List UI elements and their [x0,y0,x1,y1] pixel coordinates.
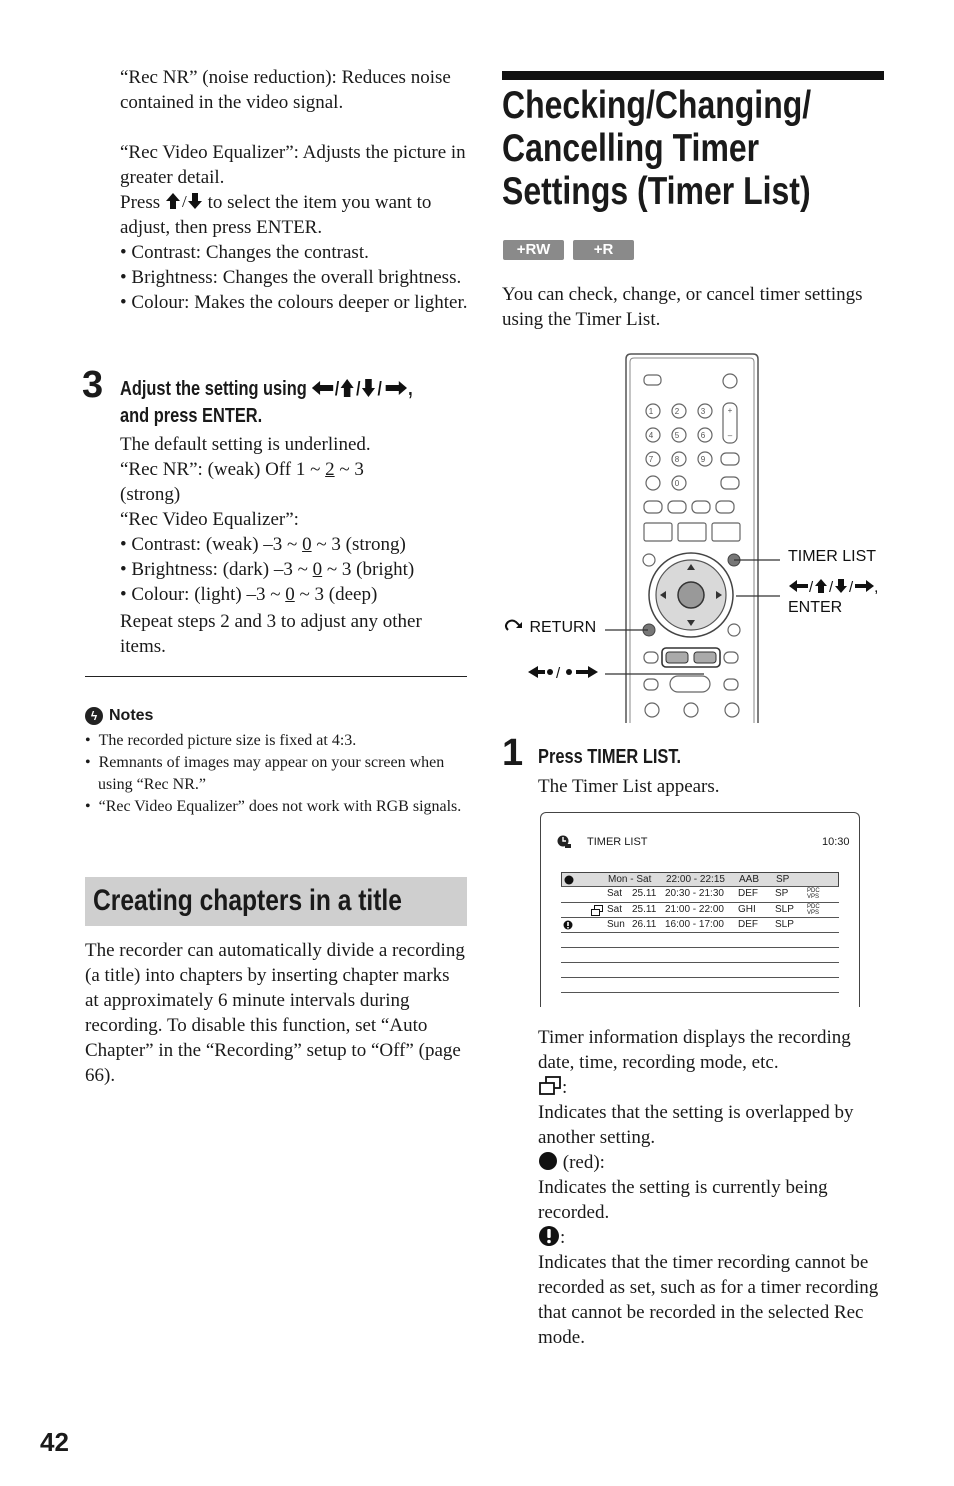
step-number-3: 3 [82,364,104,406]
recording-dot-icon [564,875,574,885]
row-divider [561,947,839,948]
svg-text:/: / [556,665,561,680]
svg-text:0: 0 [674,479,680,488]
four-way-arrow-icon [311,378,408,398]
label-skip-arrows [527,664,599,686]
svg-text:5: 5 [674,431,680,440]
svg-text:/: / [849,579,854,594]
note-item: • “Rec Video Equalizer” does not work with RGB signals. [85,798,462,815]
up-down-arrow-icon [165,192,203,210]
disc-badge-plus-r: +R [573,240,634,260]
section-heading-chapters: Creating chapters in a title [93,884,402,917]
intro-text: You can check, change, or cancel timer settings using the Timer List. [502,284,863,330]
warning-icon [563,920,573,930]
label-enter: ENTER [788,599,843,616]
brightness-range: • Brightness: (dark) –3 ~ 0 ~ 3 (bright) [120,559,415,580]
rec-settings-description [120,65,470,315]
overlap-icon [591,905,603,916]
svg-text:7: 7 [648,455,654,464]
step3-body [120,432,470,659]
icon-descriptions [538,1025,888,1350]
bullet-colour: • Colour: Makes the colours deeper or lighter. [120,292,468,313]
recording-desc: Indicates the setting is currently being recorded. [538,1177,828,1223]
screen-clock: 10:30 [822,836,850,848]
svg-text:6: 6 [700,431,706,440]
eq-label: “Rec Video Equalizer”: [120,509,299,530]
label-timer-list: TIMER LIST [788,548,877,565]
overlap-icon [538,1076,562,1096]
svg-text:3: 3 [700,407,706,416]
default-note: The default setting is underlined. [120,434,371,455]
timer-info-text: Timer information displays the recording date, time, recording mode, etc. [538,1027,851,1073]
rec-nr-strong: (strong) [120,484,181,505]
svg-text:/: / [829,579,834,594]
svg-text:/: / [335,378,340,398]
row-divider [561,977,839,978]
notes-list [85,730,467,818]
recording-dot-icon [538,1151,558,1171]
svg-text:/: / [181,192,187,210]
overlap-icon-label: : [538,1075,888,1100]
timer-clock-icon [557,835,571,849]
note-item: • Remnants of images may appear on your screen when using “Rec NR.” [85,754,445,793]
svg-text:9: 9 [700,455,706,464]
svg-text:2: 2 [674,407,680,416]
row-divider [561,992,839,993]
disc-badge-plus-rw: +RW [503,240,564,260]
step3-heading: Adjust the setting using / / / , and press ENTER. [120,378,413,427]
warning-icon-label: : [538,1225,888,1250]
svg-text:/: / [809,579,814,594]
press-instruction: Press / to select the item you want to adjust, then press ENTER. [120,192,432,238]
step-number-1: 1 [502,732,524,774]
svg-text:/: / [356,378,361,398]
svg-text:4: 4 [648,431,654,440]
overlap-desc: Indicates that the setting is overlapped by another setting. [538,1102,854,1148]
title-rule [502,71,884,80]
row-divider [561,962,839,963]
four-way-arrow-icon [788,578,874,594]
return-icon [503,619,525,633]
svg-text:8: 8 [674,455,680,464]
svg-text:+: + [727,406,733,415]
warning-desc: Indicates that the timer recording cannot be recorded as set, such as for a timer recording that cannot be recorded in the selected Rec mode. [538,1252,879,1348]
contrast-range: • Contrast: (weak) –3 ~ 0 ~ 3 (strong) [120,534,406,555]
rec-video-eq-text: “Rec Video Equalizer”: Adjusts the picture in greater detail. [120,142,466,188]
timer-row[interactable]: Mon - Sat 22:00 - 22:15 AAB SP [561,872,839,887]
colour-range: • Colour: (light) –3 ~ 0 ~ 3 (deep) [120,584,378,605]
repeat-text: Repeat steps 2 and 3 to adjust any other items. [120,611,422,657]
notes-heading: ϟ Notes [85,707,153,725]
notes-divider [85,676,467,677]
label-return: RETURN [503,618,596,638]
row-divider [561,932,839,933]
bullet-contrast: • Contrast: Changes the contrast. [120,242,369,263]
page-number: 42 [40,1427,69,1457]
step1-heading: Press TIMER LIST. [538,746,682,768]
page-title: Checking/Changing/ Cancelling Timer Settings (Timer List) [502,84,812,213]
red-dot-label: (red): [538,1150,888,1175]
chapters-body: The recorder can automatically divide a recording (a title) into chapters by inserting chapter marks at approximately 6 minute intervals during recording. To disable this function, set “Auto Chapter” in the “Recording” setup to “Off” (page 66). [85,940,465,1086]
skip-left-right-icon [527,664,599,680]
timer-row[interactable]: Sat 25.11 20:30 - 21:30 DEF SP PDC VPS [607,888,820,900]
timer-row[interactable]: Sun 26.11 16:00 - 17:00 DEF SLP [561,918,839,932]
svg-text:/: / [377,378,383,398]
notes-icon: ϟ [85,707,103,725]
rec-nr-text: “Rec NR” (noise reduction): Reduces noise contained in the video signal. [120,67,451,113]
rec-nr-range: “Rec NR”: (weak) Off 1 ~ 2 ~ 3 [120,459,364,480]
screen-title: TIMER LIST [587,836,648,848]
svg-text:1: 1 [648,407,654,416]
step1-text: The Timer List appears. [538,776,720,797]
spacer [120,115,470,140]
label-arrow-keys: / / / , [788,578,878,598]
svg-text:–: – [727,431,733,440]
bullet-brightness: • Brightness: Changes the overall brightness. [120,267,462,288]
timer-row[interactable]: Sat 25.11 21:00 - 22:00 GHI SLP PDC VPS [561,903,839,917]
note-item: • The recorded picture size is fixed at 4:3. [85,732,357,749]
warning-icon [538,1225,560,1247]
